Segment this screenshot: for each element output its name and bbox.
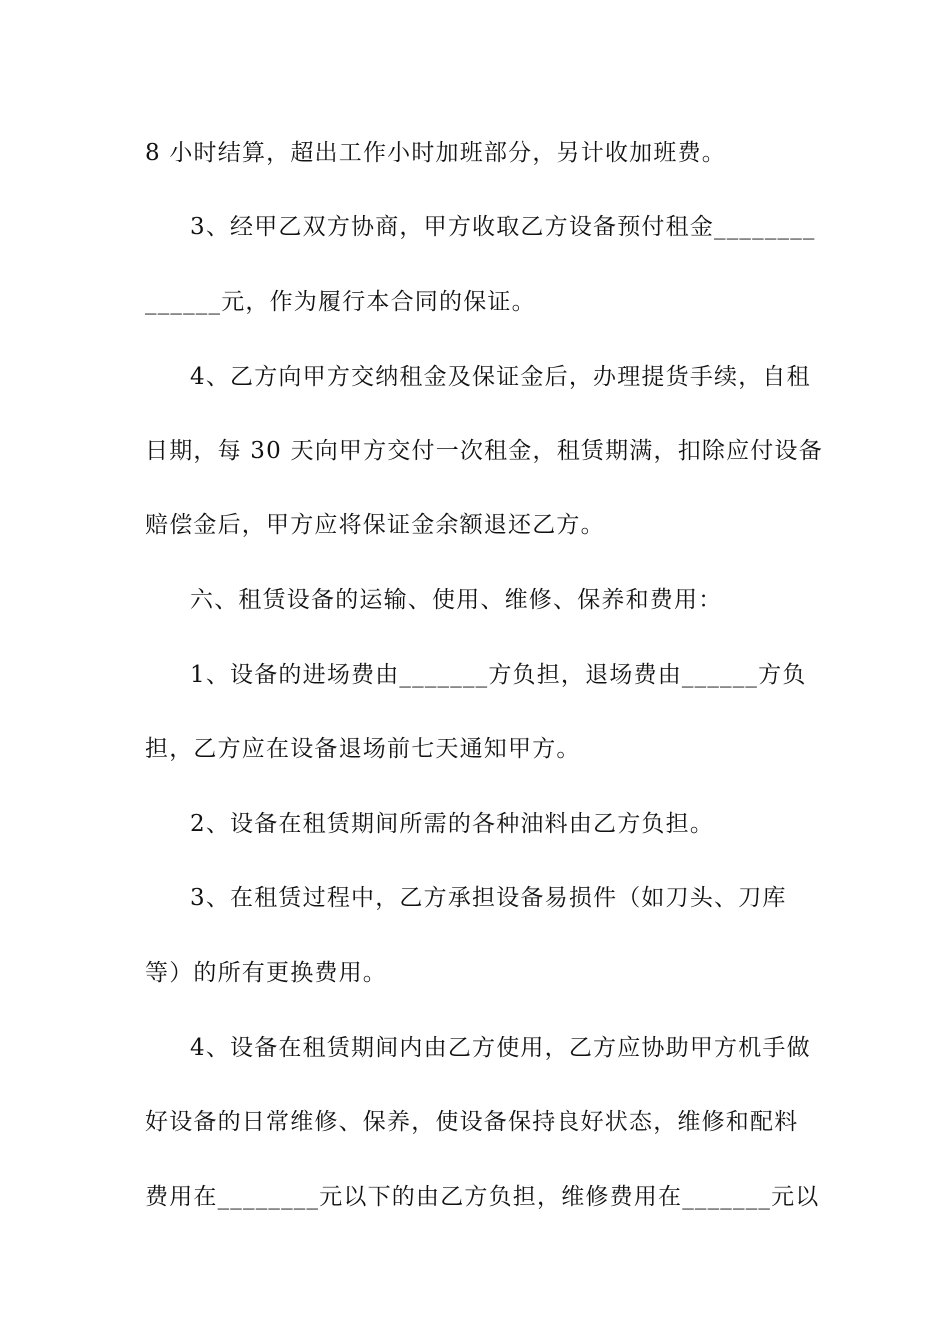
text-line: 2、设备在租赁期间所需的各种油料由乙方负担。	[190, 811, 715, 837]
text-line: 3、经甲乙双方协商，甲方收取乙方设备预付租金________	[190, 214, 816, 240]
text-line: 等）的所有更换费用。	[145, 960, 387, 986]
text-line: 4、乙方向甲方交纳租金及保证金后，办理提货手续，自租	[190, 364, 811, 390]
text-line: 日期，每 30 天向甲方交付一次租金，租赁期满，扣除应付设备	[145, 438, 823, 464]
text-line: 好设备的日常维修、保养，使设备保持良好状态，维修和配料	[145, 1109, 799, 1135]
text-line: 3、在租赁过程中，乙方承担设备易损件（如刀头、刀库	[190, 885, 787, 911]
text-line: 赔偿金后，甲方应将保证金余额退还乙方。	[145, 512, 605, 538]
text-line: 4、设备在租赁期间内由乙方使用，乙方应协助甲方机手做	[190, 1035, 811, 1061]
text-line: ______元，作为履行本合同的保证。	[145, 289, 536, 315]
section-heading: 六、租赁设备的运输、使用、维修、保养和费用：	[190, 587, 723, 613]
text-line: 费用在________元以下的由乙方负担，维修费用在_______元以	[145, 1184, 820, 1210]
text-line: 1、设备的进场费由_______方负担，退场费由______方负	[190, 662, 807, 688]
text-line: 担，乙方应在设备退场前七天通知甲方。	[145, 736, 581, 762]
text-line: 8 小时结算，超出工作小时加班部分，另计收加班费。	[145, 140, 726, 166]
